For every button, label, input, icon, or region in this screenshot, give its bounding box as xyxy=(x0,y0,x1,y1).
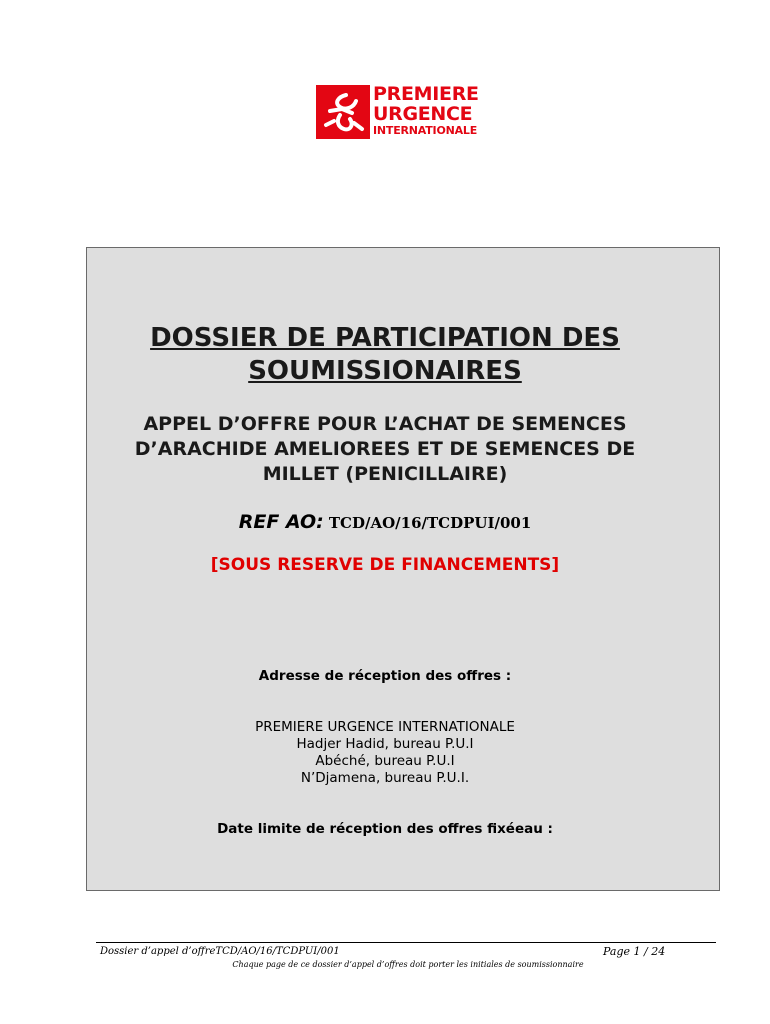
subtitle-line-2: D’ARACHIDE AMELIOREES ET DE SEMENCES DE xyxy=(134,438,636,460)
logo-line-2: URGENCE xyxy=(373,103,473,125)
logo-emblem-icon xyxy=(316,85,370,139)
subtitle-line-3: MILLET (PENICILLAIRE) xyxy=(262,463,508,485)
footer-reference: Dossier d’appel d’offreTCD/AO/16/TCDPUI/001 xyxy=(100,946,340,957)
logo-line-3: INTERNATIONALE xyxy=(373,124,478,137)
page-title-line-2: SOUMISSIONAIRES xyxy=(248,356,522,386)
page-number: Page 1 / 24 xyxy=(603,945,666,958)
footer-note: Chaque page de ce dossier d’appel d’offres doit porter les initiales de soumissionnaire xyxy=(232,960,584,969)
ref-value: TCD/AO/16/TCDPUI/001 xyxy=(328,514,532,532)
subtitle-line-1: APPEL D’OFFRE POUR L’ACHAT DE SEMENCES xyxy=(143,413,627,435)
page-title-line-1: DOSSIER DE PARTICIPATION DES xyxy=(150,323,620,353)
address-line-2: Hadjer Hadid, bureau P.U.I xyxy=(296,736,474,752)
deadline: Date limite de réception des offres fixéeau : xyxy=(217,821,553,837)
logo-line-1: PREMIERE xyxy=(373,83,479,105)
logo xyxy=(316,85,488,139)
address-title: Adresse de réception des offres : xyxy=(258,668,512,684)
financing-reserve: [SOUS RESERVE DE FINANCEMENTS] xyxy=(210,555,560,575)
address-line-3: Abéché, bureau P.U.I xyxy=(315,753,455,769)
footer-divider xyxy=(96,942,716,943)
address-line-4: N’Djamena, bureau P.U.I. xyxy=(300,770,470,786)
reference xyxy=(0,510,770,535)
ref-label: REF AO: xyxy=(238,511,324,533)
address-line-1: PREMIERE URGENCE INTERNATIONALE xyxy=(255,719,515,735)
